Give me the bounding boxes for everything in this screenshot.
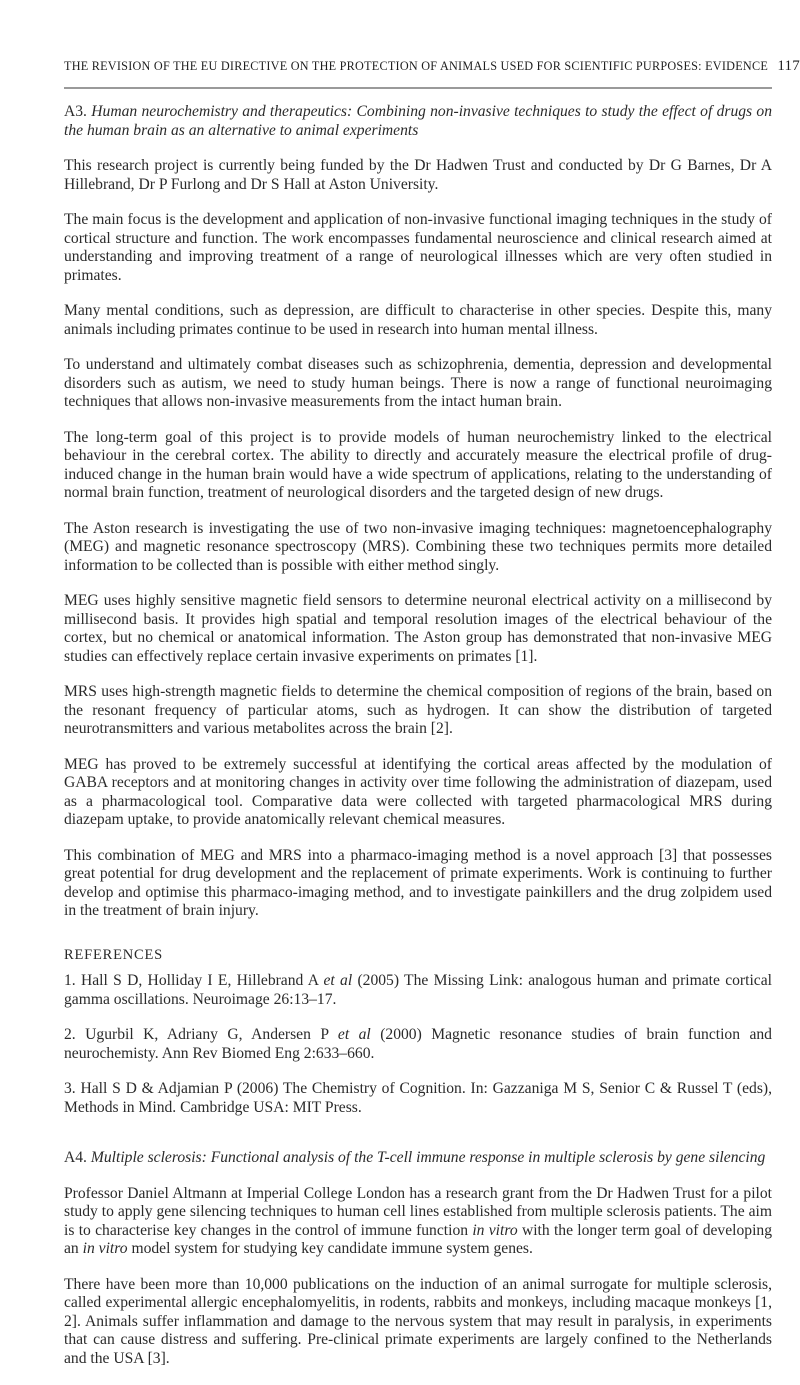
- page-body: [64, 103, 772, 1385]
- a4-paragraph-2: There have been more than 10,000 publications on the induction of an animal surrogate for multiple sclerosis, called experimental allergic encephalomyelitis, in rodents, rabbits and monkeys, including macaque monkeys [1, 2]. Animals suffer inflammation and damage to the nervous system that may result in paralysis, in experiments that can cause distress and suffering. Pre-clinical primate experiments are largely confined to the Netherlands and the USA [3].: [64, 1275, 772, 1367]
- reference-1-etal: et al: [323, 972, 353, 989]
- a3-paragraph-6: The Aston research is investigating the use of two non-invasive imaging techniques: magnetoencephalography (MEG) and magnetic resonance spectroscopy (MRS). Combining these two techniques permits more detailed information to be collected than is possible with either method singly.: [64, 519, 772, 574]
- section-a3-title: Human neurochemistry and therapeutics: Combining non-invasive techniques to study the effect of drugs on the human brain as an alternative to animal experiments: [64, 103, 772, 139]
- reference-2-details: (2000) Magnetic resonance studies of brain function and neurochemisty. Ann Rev Biomed Eng 2:633–660.: [64, 1026, 772, 1062]
- a3-paragraph-1: This research project is currently being funded by the Dr Hadwen Trust and conducted by Dr G Barnes, Dr A Hillebrand, Dr P Furlong and Dr S Hall at Aston University.: [64, 157, 772, 193]
- references-heading: REFERENCES: [64, 946, 164, 963]
- a3-paragraph-10: This combination of MEG and MRS into a pharmaco-imaging method is a novel approach [3] that possesses great potential for drug development and the replacement of primate experiments. Work is continuing to further develop and optimise this pharmaco-imaging method, and to investigate painkillers and the drug zolpidem used in the treatment of brain injury.: [64, 846, 772, 919]
- section-spacer: [64, 1134, 772, 1149]
- reference-1-details: (2005) The Missing Link: analogous human and primate cortical gamma oscillations. Neuroimage 26:13–17.: [64, 972, 772, 1008]
- reference-2-etal: et al: [337, 1026, 371, 1043]
- reference-1-authors: 1. Hall S D, Holliday I E, Hillebrand A: [64, 972, 319, 989]
- running-header: [64, 58, 800, 75]
- a4-paragraph-1-end: model system for studying key candidate immune system genes.: [131, 1240, 533, 1257]
- reference-3: 3. Hall S D & Adjamian P (2006) The Chemistry of Cognition. In: Gazzaniga M S, Senior C & Russel T (eds), Methods in Mind. Cambridge USA: MIT Press.: [64, 1080, 772, 1116]
- a4-paragraph-1-in-vitro-2: in vitro: [82, 1240, 128, 1257]
- a3-paragraph-3: Many mental conditions, such as depression, are difficult to characterise in other species. Despite this, many animals including primates continue to be used in research into human mental illness.: [64, 302, 772, 338]
- section-a3-heading: [64, 103, 772, 140]
- section-a4-heading: [64, 1149, 772, 1168]
- a4-paragraph-1: [64, 1185, 772, 1259]
- header-rule: [64, 87, 772, 89]
- section-a4-number: A4.: [64, 1149, 87, 1166]
- a4-paragraph-1-in-vitro-1: in vitro: [472, 1221, 518, 1239]
- running-title: THE REVISION OF THE EU DIRECTIVE ON THE PROTECTION OF ANIMALS USED FOR SCIENTIFIC PURPOSES: EVIDENCE: [64, 59, 769, 73]
- reference-2: [64, 1026, 772, 1063]
- a3-paragraph-8: MRS uses high-strength magnetic fields to determine the chemical composition of regions of the brain, based on the resonant frequency of particular atoms, such as hydrogen. It can show the distribution of targeted neurotransmitters and various metabolites across the brain [2].: [64, 683, 772, 737]
- reference-1: [64, 972, 772, 1009]
- page-number: 117: [777, 58, 800, 74]
- a4-paragraph-1-start: Professor Daniel Altmann at Imperial College London has a research grant from the Dr Hadwen Trust for a pilot study to apply gene silencing techniques to human cell lines established from multiple sclerosis patients. The aim is to characterise key changes in the control of immune function: [64, 1184, 772, 1239]
- a3-paragraph-9: MEG has proved to be extremely successful at identifying the cortical areas affected by the modulation of GABA receptors and at monitoring changes in activity over time following the administration of diazepam, used as a pharmacological tool. Comparative data were collected with targeted pharmacological MRS during diazepam uptake, to provide anatomically relevant chemical measures.: [64, 755, 772, 828]
- a3-paragraph-7: MEG uses highly sensitive magnetic field sensors to determine neuronal electrical activity on a millisecond by millisecond basis. It provides high spatial and temporal resolution images of the electrical behaviour of the cortex, but no chemical or anatomical information. The Aston group has demonstrated that non-invasive MEG studies can effectively replace certain invasive experiments on primates [1].: [64, 592, 772, 665]
- section-a4-title: Multiple sclerosis: Functional analysis of the T-cell immune response in multiple sclerosis by gene silencing: [90, 1149, 766, 1166]
- a4-paragraph-1-middle: with the longer term goal of developing an: [64, 1221, 772, 1257]
- reference-2-authors: 2. Ugurbil K, Adriany G, Andersen P: [64, 1026, 329, 1043]
- a3-paragraph-5: The long-term goal of this project is to provide models of human neurochemistry linked to the electrical behaviour in the cerebral cortex. The ability to directly and accurately measure the electrical profile of drug-induced change in the human brain would have a wide spectrum of applications, relating to the understanding of normal brain function, treatment of neurological disorders and the targeted design of new drugs.: [64, 428, 772, 501]
- a3-paragraph-4: To understand and ultimately combat diseases such as schizophrenia, dementia, depression and developmental disorders such as autism, we need to study human beings. There is now a range of functional neuroimaging techniques that allows non-invasive measurements from the intact human brain.: [64, 356, 772, 410]
- a3-paragraph-2: The main focus is the development and application of non-invasive functional imaging techniques in the study of cortical structure and function. The work encompasses fundamental neuroscience and clinical research aimed at understanding and improving treatment of a range of neurological illnesses which are very often studied in primates.: [64, 211, 772, 284]
- section-a3-number: A3.: [64, 103, 87, 120]
